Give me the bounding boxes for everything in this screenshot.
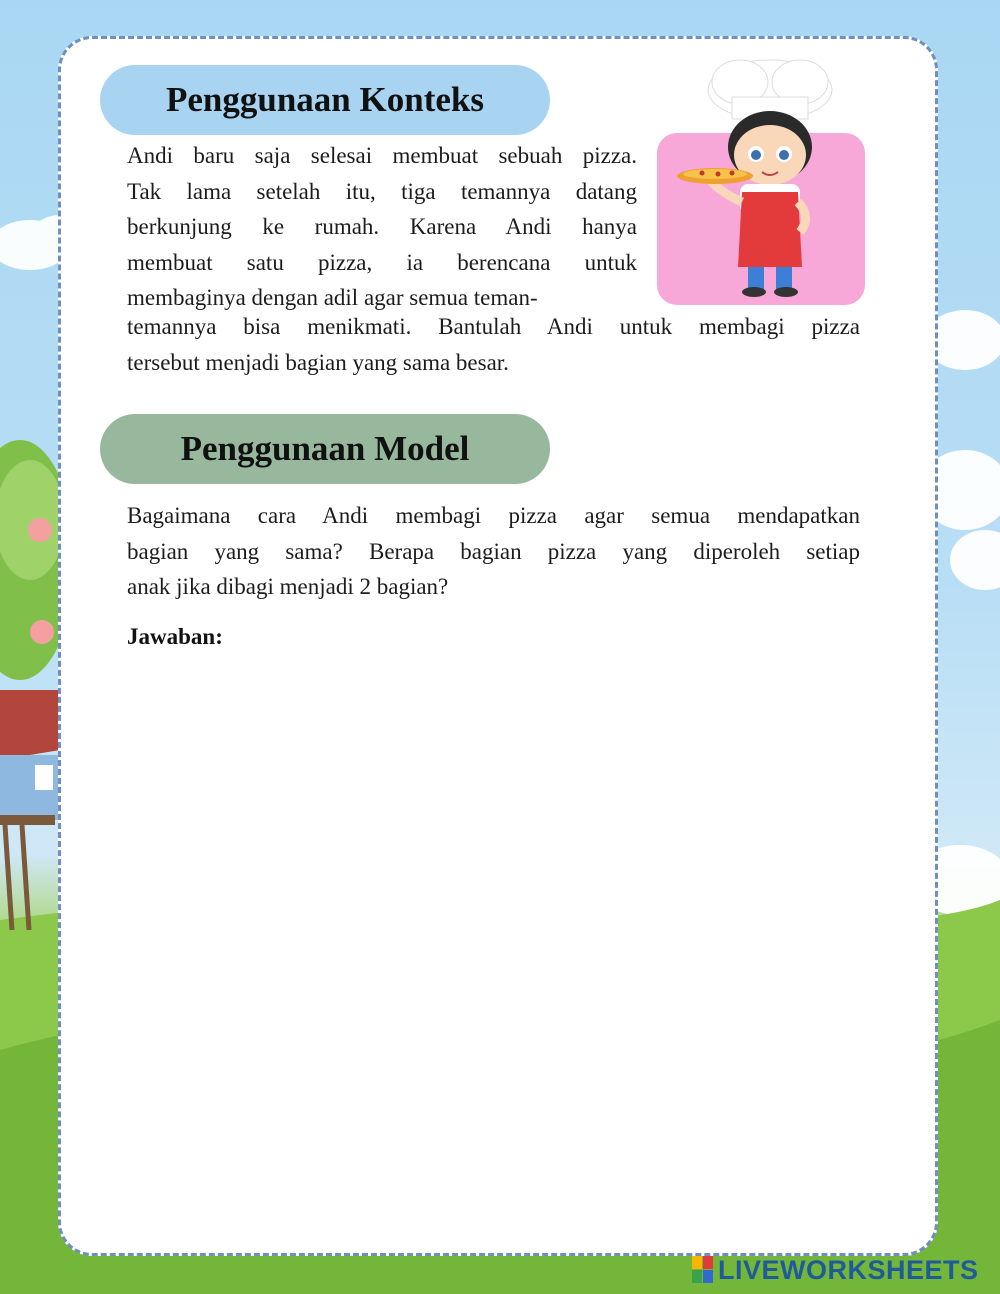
context-paragraph-wrapped (127, 138, 637, 316)
context-line-3: berkunjung ke rumah. Karena Andi hanya (127, 214, 637, 239)
model-line-1: Bagaimana cara Andi membagi pizza agar semua mendapatkan (127, 503, 860, 528)
context-paragraph-full (127, 309, 860, 380)
section-title-model: Penggunaan Model (100, 414, 550, 484)
model-line-3: anak jika dibagi menjadi 2 bagian? (127, 574, 449, 599)
context-line-2: Tak lama setelah itu, tiga temannya datang (127, 178, 637, 204)
liveworksheets-logo-icon (692, 1256, 714, 1284)
answer-label: Jawaban: (127, 624, 223, 649)
context-line-6: temannya bisa menikmati. Bantulah Andi untuk membagi pizza (127, 314, 860, 339)
footer-brand[interactable] (692, 1254, 979, 1286)
model-paragraph (127, 498, 860, 605)
chef-boy-holding-pizza-icon (670, 52, 870, 302)
context-line-1: Andi baru saja selesai membuat sebuah pizza. (127, 143, 637, 168)
context-line-7: tersebut menjadi bagian yang sama besar. (127, 349, 509, 375)
context-line-5: membaginya dengan adil agar semua teman- (127, 285, 538, 310)
section-title-context: Penggunaan Konteks (100, 65, 550, 135)
context-line-4: membuat satu pizza, ia berencana untuk (127, 249, 637, 275)
footer-brand-text: LIVEWORKSHEETS (718, 1254, 979, 1285)
model-line-2: bagian yang sama? Berapa bagian pizza yang diperoleh setiap (127, 538, 860, 564)
